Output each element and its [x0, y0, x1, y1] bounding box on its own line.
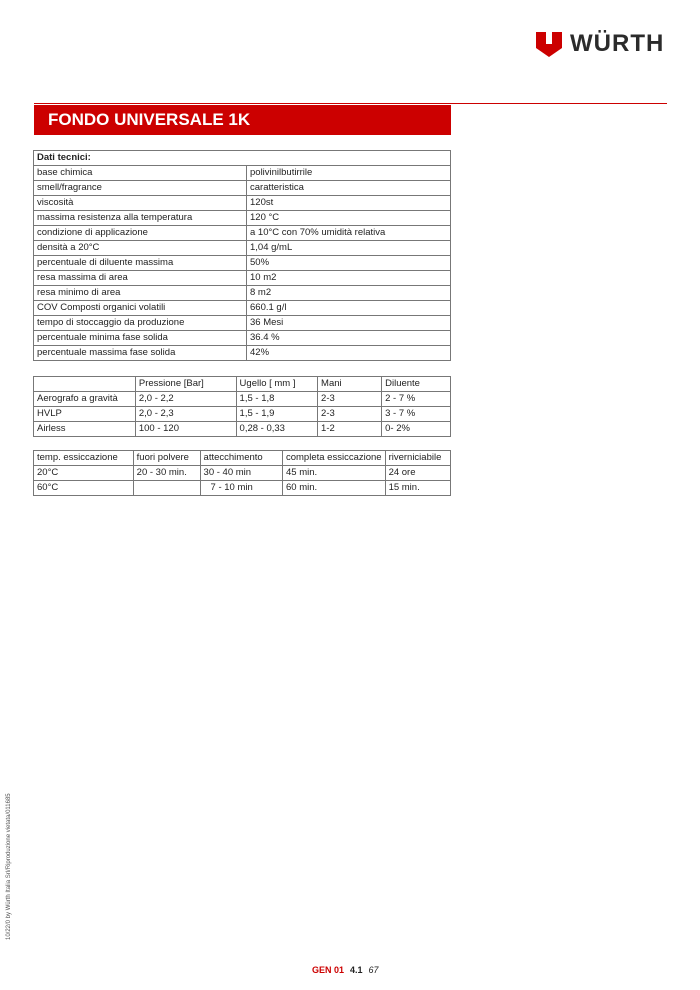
property-value: a 10°C con 70% umidità relativa	[247, 226, 451, 241]
property-name: densità a 20°C	[34, 241, 247, 256]
wurth-logo-icon	[534, 30, 564, 58]
footer-section: GEN 01	[312, 965, 345, 975]
property-name: viscosità	[34, 196, 247, 211]
table-row	[34, 271, 451, 286]
table-row	[34, 241, 451, 256]
drying-table	[33, 450, 451, 496]
table-row	[34, 316, 451, 331]
footer-number: 4.1	[350, 965, 363, 975]
table-row	[34, 286, 451, 301]
property-value: polivinilbutirrile	[247, 166, 451, 181]
table-cell: 2-3	[318, 407, 382, 422]
table-row	[34, 331, 451, 346]
column-header: completa essiccazione	[282, 451, 385, 466]
table-cell: 60 min.	[282, 481, 385, 496]
property-name: base chimica	[34, 166, 247, 181]
table-row	[34, 392, 451, 407]
property-value: 50%	[247, 256, 451, 271]
property-value: 1,04 g/mL	[247, 241, 451, 256]
table-cell: 2-3	[318, 392, 382, 407]
property-value: 42%	[247, 346, 451, 361]
table-cell: 24 ore	[385, 466, 450, 481]
footer-page: 67	[368, 965, 379, 975]
table-cell	[133, 481, 200, 496]
column-header	[34, 377, 136, 392]
column-header: Pressione [Bar]	[135, 377, 236, 392]
table-row	[34, 301, 451, 316]
property-name: smell/fragrance	[34, 181, 247, 196]
table-row	[34, 422, 451, 437]
table-cell: Aerografo a gravità	[34, 392, 136, 407]
property-value: 120st	[247, 196, 451, 211]
column-header: attecchimento	[200, 451, 282, 466]
table-cell: Airless	[34, 422, 136, 437]
table-cell: 1-2	[318, 422, 382, 437]
spray-table	[33, 376, 451, 437]
property-name: tempo di stoccaggio da produzione	[34, 316, 247, 331]
tech-data-heading: Dati tecnici:	[34, 151, 451, 166]
property-value: 36 Mesi	[247, 316, 451, 331]
table-cell: 1,5 - 1,8	[236, 392, 318, 407]
table-row	[34, 196, 451, 211]
title-rule	[34, 103, 667, 104]
table-row	[34, 166, 451, 181]
table-cell: 60°C	[34, 481, 134, 496]
table-row	[34, 346, 451, 361]
table-row	[34, 407, 451, 422]
table-cell: 2,0 - 2,3	[135, 407, 236, 422]
column-header: Diluente	[382, 377, 451, 392]
page-footer	[312, 965, 379, 975]
property-value: 36.4 %	[247, 331, 451, 346]
table-row	[34, 226, 451, 241]
column-header: Mani	[318, 377, 382, 392]
property-name: resa massima di area	[34, 271, 247, 286]
column-header: riverniciabile	[385, 451, 450, 466]
brand-name: WÜRTH	[570, 30, 665, 57]
column-header: fuori polvere	[133, 451, 200, 466]
table-cell: 45 min.	[282, 466, 385, 481]
table-cell: 3 - 7 %	[382, 407, 451, 422]
table-cell: 2 - 7 %	[382, 392, 451, 407]
copyright-note: 10/22/0 by Würth Italia Srl/Riproduzione vietata/011685	[6, 793, 12, 940]
table-row	[34, 466, 451, 481]
tech-data-table	[33, 150, 451, 361]
property-name: percentuale massima fase solida	[34, 346, 247, 361]
property-value: 660.1 g/l	[247, 301, 451, 316]
table-row	[34, 256, 451, 271]
table-cell: 100 - 120	[135, 422, 236, 437]
page-title: FONDO UNIVERSALE 1K	[34, 105, 451, 135]
property-name: COV Composti organici volatili	[34, 301, 247, 316]
property-value: 8 m2	[247, 286, 451, 301]
property-value: 10 m2	[247, 271, 451, 286]
property-name: massima resistenza alla temperatura	[34, 211, 247, 226]
table-cell: 7 - 10 min	[200, 481, 282, 496]
table-row	[34, 181, 451, 196]
property-name: percentuale minima fase solida	[34, 331, 247, 346]
table-row	[34, 481, 451, 496]
table-cell: 20 - 30 min.	[133, 466, 200, 481]
property-name: condizione di applicazione	[34, 226, 247, 241]
column-header: temp. essiccazione	[34, 451, 134, 466]
property-value: caratteristica	[247, 181, 451, 196]
table-cell: 15 min.	[385, 481, 450, 496]
property-name: percentuale di diluente massima	[34, 256, 247, 271]
column-header: Ugello [ mm ]	[236, 377, 318, 392]
table-cell: 0- 2%	[382, 422, 451, 437]
property-name: resa minimo di area	[34, 286, 247, 301]
table-cell: 20°C	[34, 466, 134, 481]
property-value: 120 °C	[247, 211, 451, 226]
table-cell: 30 - 40 min	[200, 466, 282, 481]
wurth-logo	[534, 30, 664, 58]
table-cell: 0,28 - 0,33	[236, 422, 318, 437]
table-cell: 2,0 - 2,2	[135, 392, 236, 407]
table-row	[34, 211, 451, 226]
table-cell: HVLP	[34, 407, 136, 422]
table-cell: 1,5 - 1,9	[236, 407, 318, 422]
